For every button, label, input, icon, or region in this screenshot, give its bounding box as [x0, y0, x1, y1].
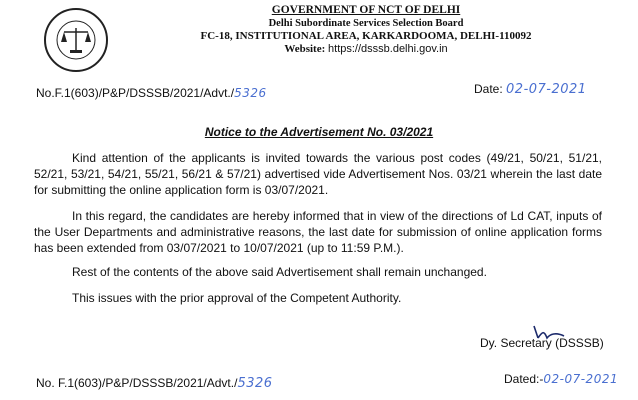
footer-reference-prefix: No. F.1(603)/P&P/DSSSB/2021/Advt./ — [36, 376, 238, 390]
footer-reference-number — [36, 376, 273, 391]
letterhead — [176, 4, 556, 56]
reference-prefix: No.F.1(603)/P&P/DSSSB/2021/Advt./ — [36, 86, 235, 100]
footer-handwritten-number: 5326 — [237, 376, 273, 391]
notice-paragraph-2: In this regard, the candidates are hereby informed that in view of the directions of Ld CAT, inputs of the User Departments and administrative reasons, the last date for submission of online application forms has been extended from 03/07/2021 to 10/07/2021 (up to 11:59 P.M.). — [34, 209, 602, 255]
notice-paragraph-4: This issues with the prior approval of the Competent Authority. — [72, 291, 402, 305]
issue-date — [474, 82, 587, 97]
footer-date — [504, 372, 618, 386]
notice-title: Notice to the Advertisement No. 03/2021 — [204, 125, 434, 139]
board-address: FC-18, INSTITUTIONAL AREA, KARKARDOOMA, DELHI-110092 — [200, 30, 532, 42]
handwritten-reference-number: 5326 — [234, 86, 267, 100]
handwritten-date: 02-07-2021 — [506, 82, 587, 97]
footer-handwritten-date: 02-07-2021 — [543, 372, 619, 386]
website-label: Website: — [284, 43, 326, 55]
signatory-designation: Dy. Secretary (DSSSB) — [480, 336, 604, 350]
website-line — [176, 43, 556, 56]
dsssb-logo — [42, 6, 110, 74]
reference-number — [36, 86, 267, 100]
footer-date-label: Dated:- — [504, 372, 544, 386]
government-name: GOVERNMENT OF NCT OF DELHI — [271, 4, 461, 16]
notice-paragraph-3: Rest of the contents of the above said Advertisement shall remain unchanged. — [72, 265, 487, 279]
notice-paragraph-1: Kind attention of the applicants is invited towards the various post codes (49/21, 50/21, 51/21, 52/21, 53/21, 54/21, 55/21, 56/21 & 57/21) advertised vide Advertisement Nos. 03/21 wherein the last date for submitting the online application form is 03/07/2021. — [34, 151, 602, 197]
board-name: Delhi Subordinate Services Selection Board — [268, 18, 464, 29]
website-link[interactable]: https://dsssb.delhi.gov.in — [328, 43, 448, 55]
date-label: Date: — [474, 82, 503, 96]
